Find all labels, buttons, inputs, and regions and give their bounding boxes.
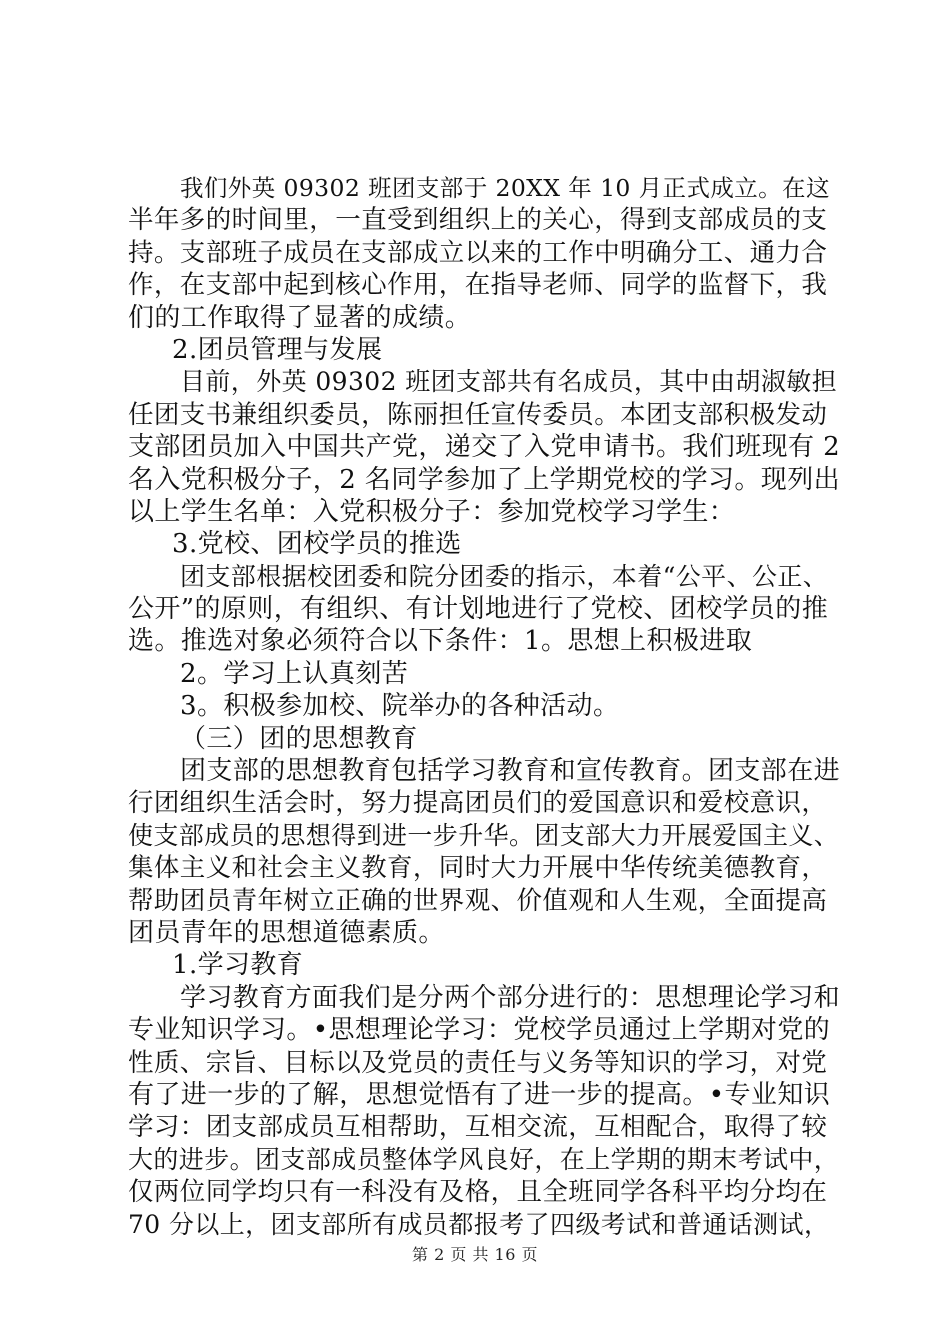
text-line: 持。支部班子成员在支部成立以来的工作中明确分工、通力合 (128, 237, 828, 268)
text-line: 团支部的思想教育包括学习教育和宣传教育。团支部在进 (180, 756, 841, 787)
text-line: 行团组织生活会时，努力提高团员们的爱国意识和爱校意识， (128, 788, 828, 819)
text-line: 帮助团员青年树立正确的世界观、价值观和人生观，全面提高 (128, 885, 828, 916)
text-line: 目前，外英 09302 班团支部共有名成员，其中由胡淑敏担 (180, 367, 838, 397)
text-line: 名入党积极分子，2 名同学参加了上学期党校的学习。现列出 (128, 464, 841, 495)
text-line: 大的进步。团支部成员整体学风良好，在上学期的期末考试中， (128, 1144, 840, 1174)
text-line: 仅两位同学均只有一科没有及格，且全班同学各科平均分均在 (128, 1177, 828, 1208)
text-line: 团员青年的思想道德素质。 (128, 917, 445, 948)
text-line: 有了进一步的了解，思想觉悟有了进一步的提高。•专业知识 (128, 1079, 831, 1110)
text-line: 学习：团支部成员互相帮助，互相交流，互相配合，取得了较 (128, 1112, 828, 1143)
text-line: 以上学生名单：入党积极分子：参加党校学习学生： (128, 496, 736, 527)
text-line: 作，在支部中起到核心作用，在指导老师、同学的监督下，我 (128, 270, 828, 301)
text-line: 我们外英 09302 班团支部于 20XX 年 10 月正式成立。在这 (180, 174, 830, 202)
text-line: 学习教育方面我们是分两个部分进行的：思想理论学习和 (180, 982, 841, 1013)
section-heading: 3.党校、团校学员的推选 (172, 529, 462, 560)
text-line: 公开”的原则，有组织、有计划地进行了党校、团校学员的推 (128, 594, 829, 625)
text-line: （三）团的思想教育 (180, 723, 418, 754)
section-heading: 1.学习教育 (172, 950, 304, 981)
text-line: 专业知识学习。•思想理论学习：党校学员通过上学期对党的 (128, 1015, 831, 1046)
text-line: 集体主义和社会主义教育，同时大力开展中华传统美德教育， (128, 853, 828, 884)
text-line: 半年多的时间里，一直受到组织上的关心，得到支部成员的支 (128, 205, 828, 236)
document-body (128, 172, 840, 1241)
text-line: 团支部根据校团委和院分团委的指示，本着“公平、公正、 (180, 561, 829, 591)
text-line: 支部团员加入中国共产党，递交了入党申请书。我们班现有 2 (128, 432, 841, 463)
page-footer: 第 2 页 共 16 页 (412, 1245, 538, 1264)
text-line: 们的工作取得了显著的成绩。 (128, 302, 472, 333)
text-line: 选。推选对象必须符合以下条件：1。思想上积极进取 (128, 626, 753, 657)
text-line: 70 分以上，团支部所有成员都报考了四级考试和普通话测试， (128, 1209, 830, 1239)
text-line: 任团支书兼组织委员，陈丽担任宣传委员。本团支部积极发动 (128, 399, 828, 430)
text-line: 3。积极参加校、院举办的各种活动。 (180, 691, 620, 722)
text-line: 使支部成员的思想得到进一步升华。团支部大力开展爱国主义、 (128, 820, 840, 850)
section-heading: 2.团员管理与发展 (172, 334, 383, 365)
text-line: 2。学习上认真刻苦 (180, 658, 409, 689)
text-line: 性质、宗旨、目标以及党员的责任与义务等知识的学习，对党 (128, 1047, 828, 1078)
